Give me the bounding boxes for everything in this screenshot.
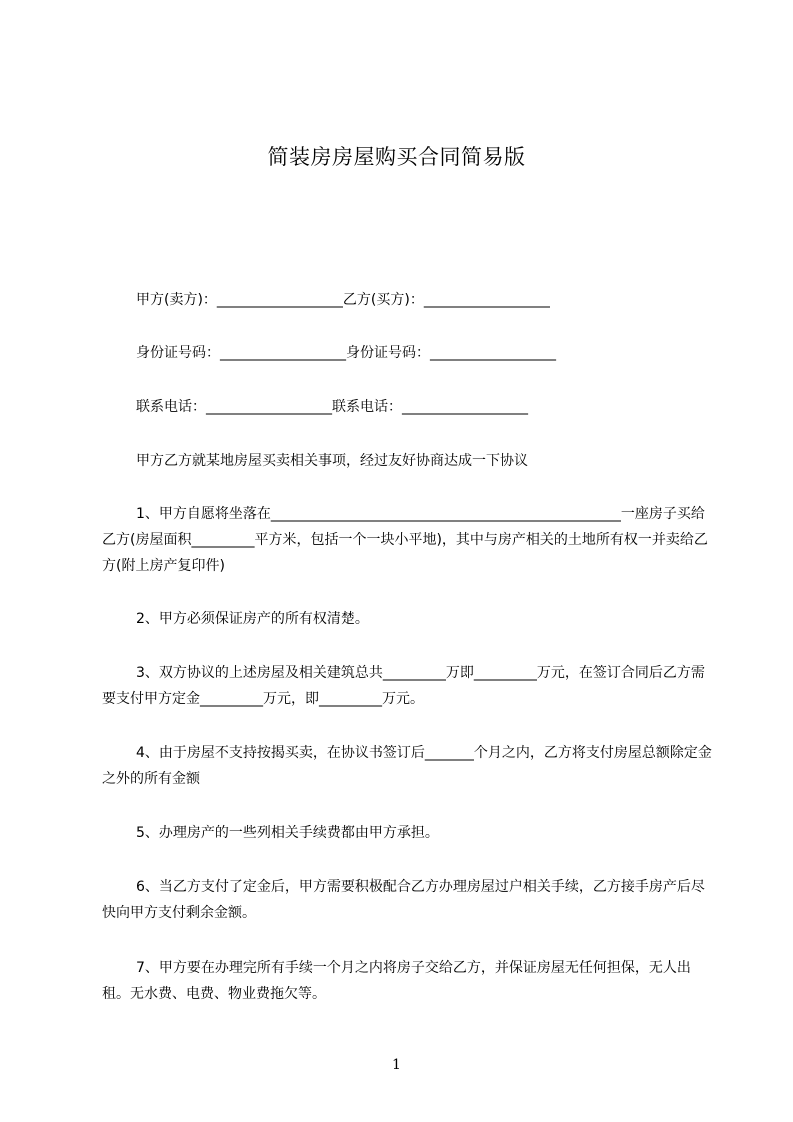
agreement-intro: 甲方乙方就某地房屋买卖相关事项，经过友好协商达成一下协议 — [136, 453, 528, 469]
clause-7: 7、甲方要在办理完所有手续一个月之内将房子交给乙方，并保证房屋无任何担保，无人出租。无水费、电费、物业费拖欠等。 — [102, 960, 691, 1002]
clause-3: 3、双方协议的上述房屋及相关建筑总共_________万即_________万元，在签订合同后乙方需要支付甲方定金_________万元，即_________万元。 — [102, 665, 705, 707]
id-number-field-row: 身份证号码：__________________身份证号码：__________________ — [136, 345, 556, 361]
phone-field-row: 联系电话：__________________联系电话：__________________ — [136, 399, 528, 415]
page-number: 1 — [392, 1057, 401, 1073]
document-title: 简装房房屋购买合同简易版 — [267, 145, 526, 169]
clause-5: 5、办理房产的一些列相关手续费都由甲方承担。 — [136, 825, 439, 841]
clause-2: 2、甲方必须保证房产的所有权清楚。 — [136, 611, 369, 627]
clause-6: 6、当乙方支付了定金后，甲方需要积极配合乙方办理房屋过户相关手续，乙方接手房产后尽快向甲方支付剩余金额。 — [102, 879, 705, 921]
clause-4: 4、由于房屋不支持按揭买卖，在协议书签订后_______个月之内，乙方将支付房屋总额除定金之外的所有金额 — [102, 745, 712, 787]
clause-1: 1、甲方自愿将坐落在__________________________________________________一座房子买给乙方(房屋面积_________平方米，包括一个一块小平地)，其中与房产相关的土地所有权一并卖给乙方(附上房产复印件) — [102, 506, 708, 574]
party-field-row: 甲方(卖方)：__________________乙方(买方)：__________________ — [136, 292, 550, 308]
